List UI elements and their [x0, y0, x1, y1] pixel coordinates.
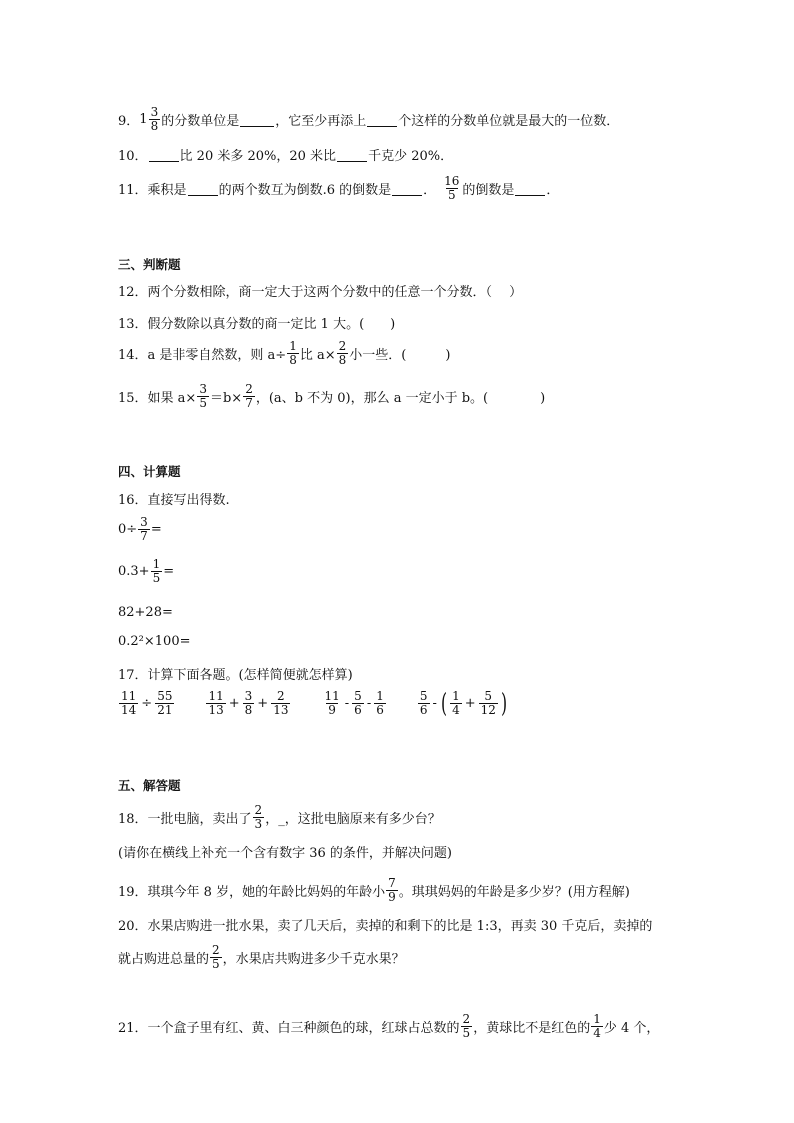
q15-fraction-1 [197, 383, 209, 410]
q21-f1-numerator: 2 [462, 1012, 471, 1026]
q16-e2-lead: 0.3+ [118, 564, 150, 579]
q21-fraction-2 [591, 1013, 603, 1040]
q11-numerator: 16 [444, 174, 460, 188]
q16-e1-lead: 0÷ [118, 522, 138, 537]
q9-whole: 1 [139, 112, 148, 127]
q21-text-3: 少 4 个， [603, 1021, 660, 1036]
q21-text-2: ，黄球比不是红色的 [473, 1021, 591, 1036]
q17-g4-bn: 1 [452, 689, 460, 703]
q21-text-1: 21．一个盒子里有红、黄、白三种颜色的球，红球占总数的 [118, 1021, 460, 1036]
q17-g1-ad: 14 [121, 703, 137, 717]
q17-g2-frac-b [243, 690, 255, 717]
q16-expression-2 [118, 558, 174, 585]
section-3-heading: 三、判断题 [118, 257, 181, 272]
q11-text-5: ． [546, 183, 560, 198]
section-4-heading: 四、计算题 [118, 464, 181, 479]
question-12: 12．两个分数相除，商一定大于这两个分数中的任意一个分数．（ ） [118, 285, 523, 300]
q9-text-2: ，它至少再添上 [275, 114, 367, 129]
q21-f2-denominator: 4 [593, 1026, 601, 1040]
q14-f2-denominator: 8 [338, 353, 347, 367]
q17-g4-cd: 12 [480, 703, 496, 717]
q17-expr-4 [417, 690, 509, 717]
q17-g3-cn: 1 [376, 689, 384, 703]
q17-g1-bd: 21 [157, 703, 173, 717]
q18-fraction [253, 804, 265, 831]
q11-blank-3[interactable] [515, 181, 545, 196]
q15-f1-numerator: 3 [199, 382, 207, 396]
q16-e1-fraction [138, 516, 150, 543]
q14-fraction-1 [287, 340, 299, 367]
q17-g2-bd: 8 [244, 703, 253, 717]
q11-fraction [442, 175, 461, 202]
q15-f2-denominator: 7 [245, 396, 253, 410]
question-9 [118, 106, 619, 133]
question-20-line-2 [118, 944, 405, 971]
q17-g2-cn: 2 [277, 689, 285, 703]
q17-g1-bn: 55 [157, 689, 173, 703]
q14-f1-denominator: 8 [289, 353, 297, 367]
q17-g3-bn: 5 [354, 689, 362, 703]
q17-g3-ad: 9 [328, 703, 336, 717]
question-13: 13．假分数除以真分数的商一定比 1 大。( ) [118, 317, 396, 332]
q9-text-3: 个这样的分数单位就是最大的一位数． [398, 114, 620, 129]
q19-text-2: 。琪琪妈妈的年龄是多少岁？(用方程解) [398, 885, 630, 900]
question-16-title: 16．直接写出得数. [118, 493, 230, 508]
q18-text-2: ，_，这批电脑原来有多少台？ [265, 812, 441, 827]
question-15 [118, 383, 545, 410]
q17-g2-cd: 13 [273, 703, 289, 717]
q14-text-2: 比 a× [299, 348, 336, 363]
q17-g4-frac-c [479, 690, 498, 717]
q19-numerator: 7 [388, 876, 396, 890]
q18-numerator: 2 [254, 803, 263, 817]
q18-text-1: 18．一批电脑，卖出了 [118, 812, 252, 827]
question-17-title: 17．计算下面各题。(怎样简便就怎样算) [118, 668, 353, 683]
q17-g2-ad: 13 [208, 703, 224, 717]
q9-number: 9． [118, 114, 140, 129]
q16-expression-4: 0.2²×100= [118, 634, 191, 649]
q14-text-1: 14．a 是非零自然数，则 a÷ [118, 348, 287, 363]
q17-g4-op1: - [432, 696, 437, 711]
q10-blank-2[interactable] [337, 147, 367, 162]
q11-blank-1[interactable] [188, 181, 218, 196]
q17-g3-op1: - [344, 696, 350, 711]
q16-e1-equals: = [150, 522, 162, 537]
q17-g3-an: 11 [324, 689, 340, 703]
q17-g4-op2: + [464, 696, 476, 711]
q15-text-3: ，(a、b 不为 0)，那么 a 一定小于 b。( ) [255, 391, 546, 406]
q18-denominator: 3 [254, 817, 263, 831]
q17-g1-frac-b [155, 690, 174, 717]
q17-g4-ad: 6 [419, 703, 428, 717]
q17-expr-2 [205, 690, 291, 717]
section-5-heading: 五、解答题 [118, 778, 181, 793]
q17-g4-frac-a [418, 690, 430, 717]
q17-g1-op: ÷ [141, 696, 153, 711]
question-20-line-1: 20．水果店购进一批水果，卖了几天后，卖掉的和剩下的比是 1:3，再卖 30 千克后，卖掉的 [118, 919, 653, 934]
question-11 [118, 175, 559, 202]
q17-g3-frac-a [322, 690, 341, 717]
q19-fraction [386, 877, 398, 904]
q11-number: 11． [118, 183, 148, 198]
q11-blank-2[interactable] [392, 181, 422, 196]
q16-e2-equals: = [163, 564, 175, 579]
q21-f2-numerator: 1 [593, 1012, 601, 1026]
q10-text-2: 千克少 20%． [368, 149, 454, 164]
question-21 [118, 1013, 659, 1040]
q17-g4-an: 5 [419, 689, 428, 703]
q15-text-2: ＝b× [209, 391, 243, 406]
q16-e1-denominator: 7 [140, 529, 148, 543]
q15-f2-numerator: 2 [245, 382, 253, 396]
q20-text-3: ，水果店共购进多少千克水果？ [222, 952, 405, 967]
q15-text-1: 15．如果 a× [118, 391, 197, 406]
q17-g2-op2: + [257, 696, 269, 711]
q9-denominator: 8 [150, 119, 159, 133]
q14-text-3: 小一些．( ) [349, 348, 451, 363]
q16-e2-fraction [151, 558, 163, 585]
q17-g3-frac-c [374, 690, 386, 717]
q14-f2-numerator: 2 [338, 339, 347, 353]
q11-text-4: 的倒数是 [462, 183, 515, 198]
q18-note: (请你在横线上补充一个含有数字 36 的条件，并解决问题) [118, 846, 452, 861]
q17-g3-cd: 6 [376, 703, 384, 717]
q16-expression-3: 82+28= [118, 605, 173, 620]
q9-fraction [149, 106, 161, 133]
q14-fraction-2 [337, 340, 349, 367]
q20-numerator: 2 [212, 943, 220, 957]
q20-denominator: 5 [212, 957, 220, 971]
q17-expr-3 [321, 690, 386, 717]
q17-g2-bn: 3 [244, 689, 253, 703]
q16-e2-denominator: 5 [152, 571, 161, 585]
q10-blank-1[interactable] [149, 147, 179, 162]
q17-g1-an: 11 [121, 689, 137, 703]
q17-g3-bd: 6 [354, 703, 362, 717]
q11-text-3: ． [423, 183, 437, 198]
q21-f1-denominator: 5 [462, 1026, 471, 1040]
q17-g2-an: 11 [208, 689, 224, 703]
q17-g3-frac-b [352, 690, 364, 717]
q17-g4-cn: 5 [484, 689, 493, 703]
q9-numerator: 3 [150, 105, 159, 119]
q10-number: 10． [118, 149, 148, 164]
q20-text-2: 就占购进总量的 [118, 952, 210, 967]
q11-text-2: 的两个数互为倒数.6 的倒数是 [218, 183, 392, 198]
question-18 [118, 804, 441, 831]
q17-g1-frac-a [119, 690, 138, 717]
q16-expression-1 [118, 516, 162, 543]
q19-denominator: 9 [388, 890, 396, 904]
q10-text-1: 比 20 米多 20%，20 米比 [179, 149, 337, 164]
q16-e1-numerator: 3 [140, 515, 148, 529]
q17-g4-left-paren: ( [440, 688, 448, 719]
q20-fraction [210, 944, 222, 971]
question-14 [118, 340, 450, 367]
q17-g3-op2: - [366, 696, 372, 711]
q19-text-1: 19．琪琪今年 8 岁，她的年龄比妈妈的年龄小 [118, 885, 386, 900]
q17-g2-frac-a [206, 690, 225, 717]
q15-fraction-2 [243, 383, 255, 410]
question-19 [118, 877, 630, 904]
q17-expressions [118, 690, 539, 717]
q14-f1-numerator: 1 [289, 339, 297, 353]
q17-g4-bd: 4 [452, 703, 460, 717]
q21-fraction-1 [461, 1013, 473, 1040]
q17-expr-1 [118, 690, 175, 717]
q11-text-1: 乘积是 [147, 183, 187, 198]
q15-f1-denominator: 5 [199, 396, 207, 410]
q17-g2-frac-c [271, 690, 290, 717]
q9-text-1: 的分数单位是 [161, 114, 240, 129]
q17-g4-right-paren: ) [500, 688, 508, 719]
q9-blank-1[interactable] [240, 112, 274, 127]
q16-e2-numerator: 1 [152, 557, 161, 571]
q9-blank-2[interactable] [367, 112, 397, 127]
q11-denominator: 5 [447, 188, 456, 202]
q17-g2-op1: + [228, 696, 240, 711]
q17-g4-frac-b [450, 690, 462, 717]
question-10 [118, 145, 453, 164]
